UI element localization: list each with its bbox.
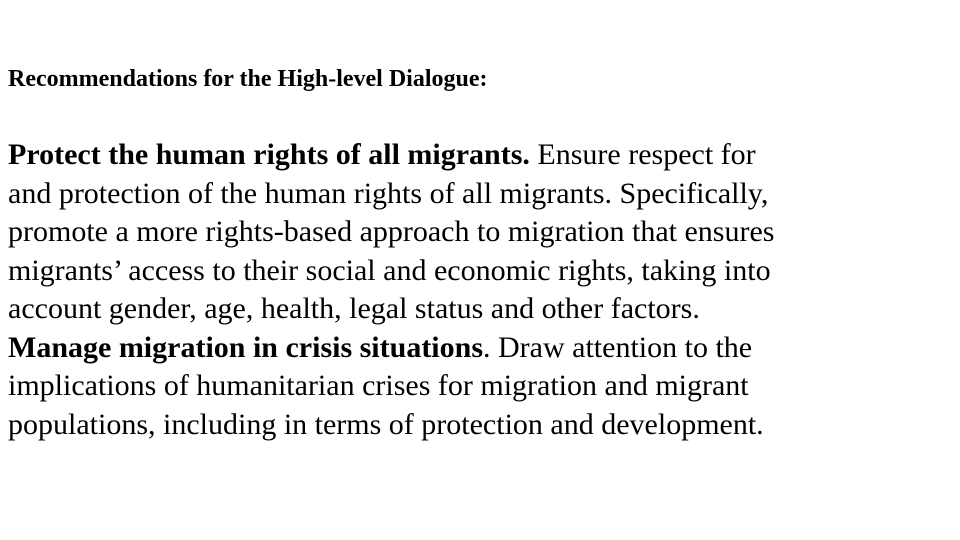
text-line: and protection of the human rights of all migrants. Specifically, <box>8 176 769 210</box>
text-line <box>8 136 948 175</box>
text-line: promote a more rights-based approach to migration that ensures <box>8 215 775 248</box>
slide-heading: Recommendations for the High-level Dialogue: <box>8 66 488 92</box>
recommendation-title: Manage migration in crisis situations <box>8 330 484 364</box>
recommendation-crisis-migration <box>8 329 948 445</box>
text-line: account gender, age, health, legal status and other factors. <box>8 292 700 325</box>
text-line <box>8 329 948 368</box>
recommendation-text: Ensure respect for <box>529 138 756 171</box>
text-line: implications of humanitarian crises for migration and migrant <box>8 369 749 402</box>
recommendations-body <box>8 136 948 444</box>
recommendation-title: Protect the human rights of all migrants. <box>8 138 530 171</box>
recommendation-text: . Draw attention to the <box>483 330 753 364</box>
text-line: migrants’ access to their social and economic rights, taking into <box>8 253 771 287</box>
recommendation-human-rights <box>8 136 948 329</box>
text-line: populations, including in terms of protection and development. <box>8 407 764 441</box>
